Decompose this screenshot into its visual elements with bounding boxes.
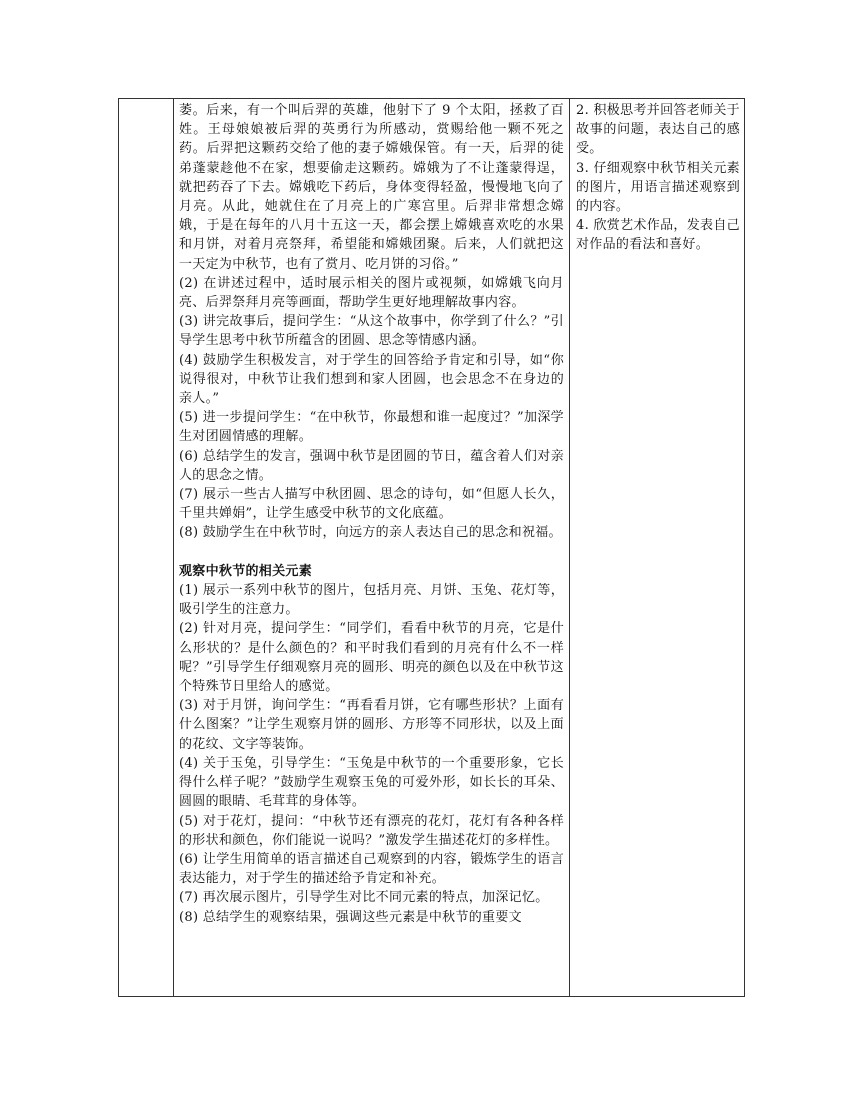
story-step: (3) 讲完故事后，提问学生：“从这个故事中，你学到了什么？”引导学生思考中秋节所蕴含的团圆、思念等情感内涵。 [179, 314, 564, 349]
student-activity-item: 3. 仔细观察中秋节相关元素的图片，用语言描述观察到的内容。 [576, 160, 740, 215]
student-activity-item: 4. 欣赏艺术作品，发表自己对作品的看法和喜好。 [576, 218, 740, 253]
teacher-activity-cell [174, 99, 570, 997]
observe-step: (4) 关于玉兔，引导学生：“玉兔是中秋节的一个重要形象，它长得什么样子呢？”鼓励学生观察玉兔的可爱外形，如长长的耳朵、圆圆的眼睛、毛茸茸的身体等。 [179, 755, 564, 810]
observe-step: (3) 对于月饼，询问学生：“再看看月饼，它有哪些形状？上面有什么图案？”让学生观察月饼的圆形、方形等不同形状，以及上面的花纹、文字等装饰。 [179, 698, 564, 752]
story-step: (4) 鼓励学生积极发言，对于学生的回答给予肯定和引导，如“你说得很对，中秋节让我们想到和家人团圆，也会思念不在身边的亲人。” [179, 352, 564, 407]
observe-step: (6) 让学生用简单的语言描述自己观察到的内容，锻炼学生的语言表达能力，对于学生的描述给予肯定和补充。 [179, 851, 564, 887]
observe-step: (5) 对于花灯，提问：“中秋节还有漂亮的花灯，花灯有各种各样的形状和颜色，你们能说一说吗？”激发学生描述花灯的多样性。 [179, 813, 564, 848]
story-step: (7) 展示一些古人描写中秋团圆、思念的诗句，如“但愿人长久，千里共婵娟”，让学生感受中秋节的文化底蕴。 [179, 487, 564, 522]
student-activity-content [570, 99, 744, 255]
story-text: 萎。后来，有一个叫后羿的英雄，他射下了 9 个太阳，拯救了百姓。王母娘娘被后羿的英勇行为所感动，赏赐给他一颗不死之药。后羿把这颗药交给了他的妻子嫦娥保管。有一天，后羿的徒弟蓬蒙趁他不在家，想要偷走这颗药。嫦娥为了不让蓬蒙得逞，就把药吞了下去。嫦娥吃下药后，身体变得轻盈，慢慢地飞向了月亮。从此，她就住在了月亮上的广寒宫里。后羿非常想念嫦娥，于是在每年的八月十五这一天，都会摆上嫦娥喜欢吃的水果和月饼，对着月亮祭拜，希望能和嫦娥团聚。后来，人们就把这一天定为中秋节，也有了赏月、吃月饼的习俗。” [179, 103, 564, 272]
blank-line [179, 543, 564, 562]
student-activity-cell [570, 99, 745, 997]
observe-step: (1) 展示一系列中秋节的图片，包括月亮、月饼、玉兔、花灯等，吸引学生的注意力。 [179, 583, 564, 618]
section-heading: 观察中秋节的相关元素 [179, 563, 313, 579]
lesson-plan-table [118, 98, 745, 997]
story-step: (5) 进一步提问学生：“在中秋节，你最想和谁一起度过？”加深学生对团圆情感的理解。 [179, 410, 564, 445]
observe-step: (7) 再次展示图片，引导学生对比不同元素的特点，加深记忆。 [179, 890, 549, 906]
observe-step: (8) 总结学生的观察结果，强调这些元素是中秋节的重要文 [179, 909, 522, 925]
table-row [119, 99, 745, 997]
observe-step: (2) 针对月亮，提问学生：“同学们，看看中秋节的月亮，它是什么形状的？是什么颜色的？和平时我们看到的月亮有什么不一样呢？”引导学生仔细观察月亮的圆形、明亮的颜色以及在中秋节这个特殊节日里给人的感觉。 [179, 621, 564, 695]
story-step: (6) 总结学生的发言，强调中秋节是团圆的节日，蕴含着人们对亲人的思念之情。 [179, 448, 564, 483]
teacher-activity-content [174, 99, 569, 927]
student-activity-item: 2. 积极思考并回答老师关于故事的问题，表达自己的感受。 [576, 103, 740, 157]
story-step: (8) 鼓励学生在中秋节时，向远方的亲人表达自己的思念和祝福。 [179, 525, 562, 541]
stage-column-cell [119, 99, 174, 997]
story-step: (2) 在讲述过程中，适时展示相关的图片或视频，如嫦娥飞向月亮、后羿祭拜月亮等画面，帮助学生更好地理解故事内容。 [179, 275, 564, 311]
